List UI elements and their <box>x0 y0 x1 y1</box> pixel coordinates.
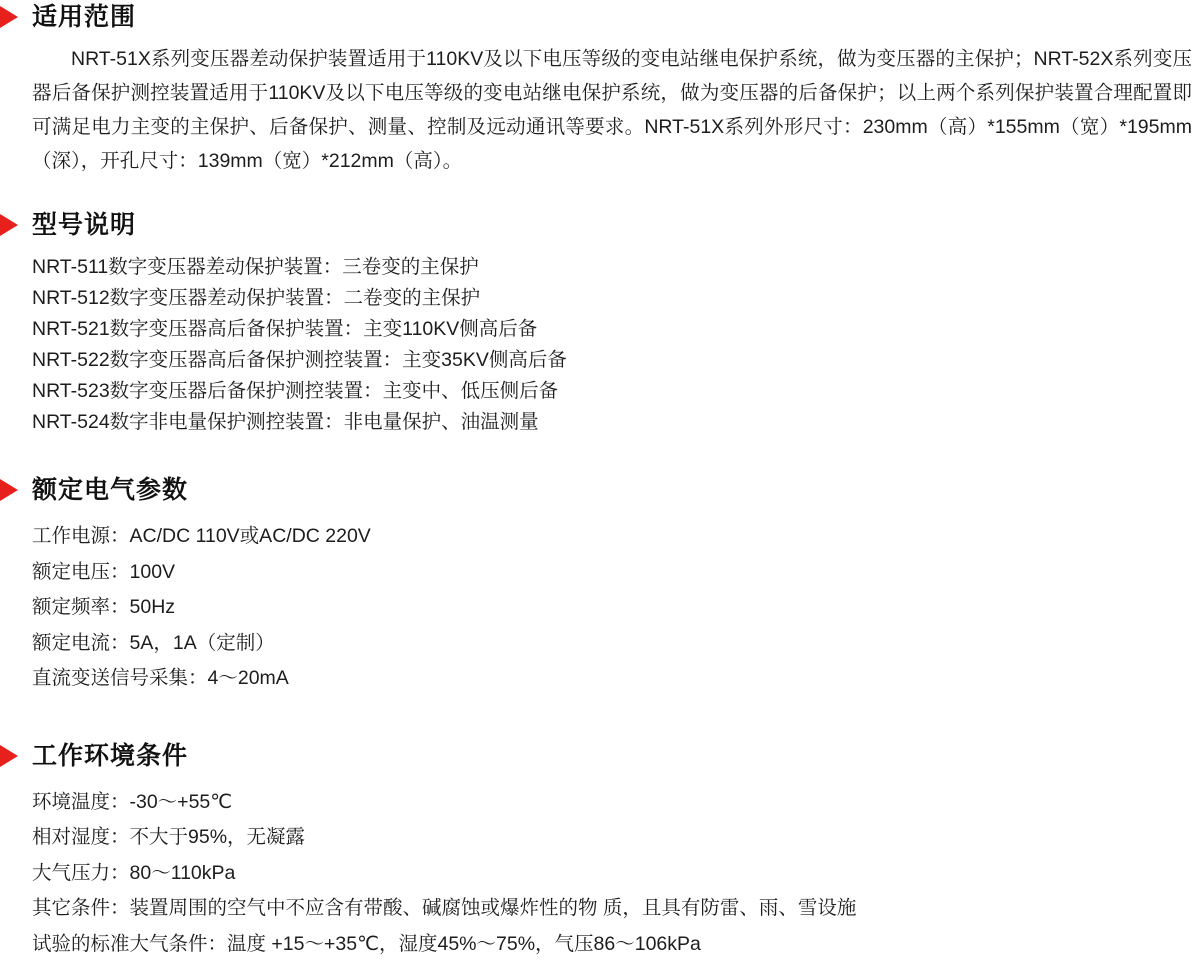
list-item: NRT-522数字变压器高后备保护测控装置：主变35KV侧高后备 <box>32 345 1192 376</box>
section-header <box>0 2 1200 32</box>
list-item: 额定电压：100V <box>32 555 1192 591</box>
list-item: NRT-521数字变压器高后备保护装置：主变110KV侧高后备 <box>32 314 1192 345</box>
list-item: 大气压力：80～110kPa <box>32 856 1192 892</box>
section-body <box>0 785 1200 962</box>
section-title: 额定电气参数 <box>32 475 188 505</box>
section-scope <box>0 2 1200 178</box>
list-item: 其它条件：装置周围的空气中不应含有带酸、碱腐蚀或爆炸性的物 质，且具有防雷、雨、雪设施 <box>32 891 1192 927</box>
section-header <box>0 210 1200 240</box>
list-item: NRT-524数字非电量保护测控装置：非电量保护、油温测量 <box>32 407 1192 438</box>
section-header <box>0 475 1200 505</box>
paragraph-text: NRT-51X系列变压器差动保护装置适用于110KV及以下电压等级的变电站继电保护系统，做为变压器的主保护；NRT-52X系列变压器后备保护测控装置适用于110KV及以下电压等级的变电站继电保护系统，做为变压器的后备保护；以上两个系列保护装置合理配置即可满足电力主变的主保护、后备保护、测量、控制及远动通讯等要求。NRT-51X系列外形尺寸：230mm（高）*155mm（宽）*195mm（深），开孔尺寸：139mm（宽）*212mm（高）。 <box>32 42 1192 178</box>
section-ratings <box>0 475 1200 697</box>
section-body <box>0 252 1200 438</box>
list-item: NRT-523数字变压器后备保护测控装置：主变中、低压侧后备 <box>32 376 1192 407</box>
list-item: 工作电源：AC/DC 110V或AC/DC 220V <box>32 519 1192 555</box>
list-item: NRT-511数字变压器差动保护装置：三卷变的主保护 <box>32 252 1192 283</box>
section-model <box>0 210 1200 438</box>
section-title: 型号说明 <box>32 210 136 240</box>
section-body <box>0 519 1200 697</box>
triangle-bullet-icon <box>0 479 18 501</box>
list-item: 环境温度：-30～+55℃ <box>32 785 1192 821</box>
list-item: 额定电流：5A，1A（定制） <box>32 626 1192 662</box>
triangle-bullet-icon <box>0 6 18 28</box>
list-item: 试验的标准大气条件：温度 +15～+35℃，湿度45%～75%，气压86～106kPa <box>32 927 1192 962</box>
list-item: 相对湿度：不大于95%，无凝露 <box>32 820 1192 856</box>
document-page <box>0 2 1200 962</box>
section-environment <box>0 741 1200 962</box>
section-title: 工作环境条件 <box>32 741 188 771</box>
triangle-bullet-icon <box>0 214 18 236</box>
list-item: 额定频率：50Hz <box>32 590 1192 626</box>
section-header <box>0 741 1200 771</box>
section-title: 适用范围 <box>32 2 136 32</box>
list-item: 直流变送信号采集：4～20mA <box>32 661 1192 697</box>
triangle-bullet-icon <box>0 745 18 767</box>
section-body <box>0 42 1200 178</box>
list-item: NRT-512数字变压器差动保护装置：二卷变的主保护 <box>32 283 1192 314</box>
